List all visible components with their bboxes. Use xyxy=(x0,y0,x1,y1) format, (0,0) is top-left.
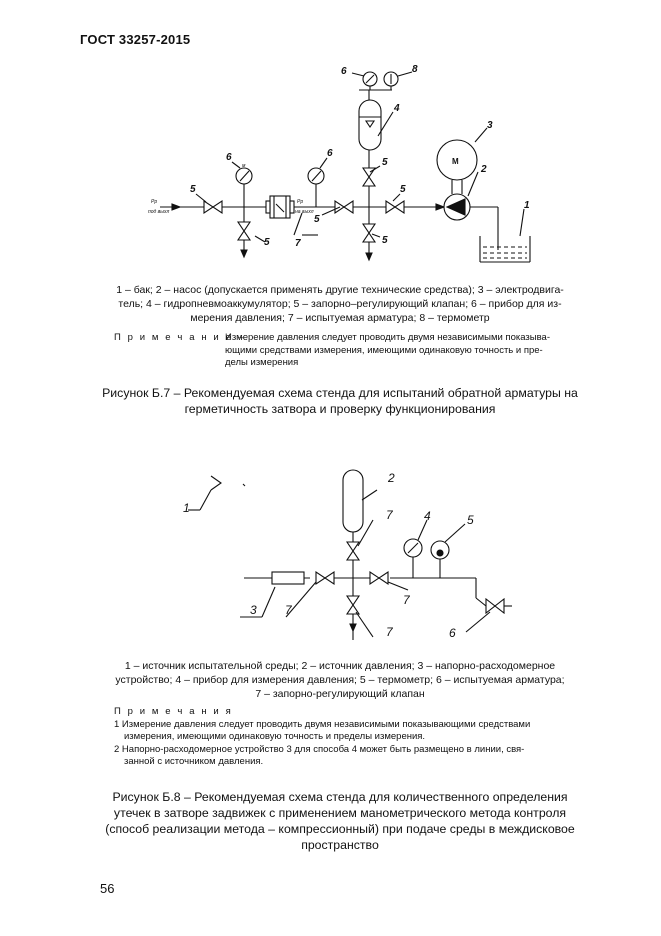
b7-callout-6-mid: 6 xyxy=(327,148,333,159)
b8-callout-6: 6 xyxy=(449,626,456,640)
caption-line: герметичность затвора и проверку функционирования xyxy=(184,402,496,416)
figure-b7-diagram xyxy=(140,58,550,268)
figure-b7-caption xyxy=(50,385,630,417)
b7-callout-5-right: 5 xyxy=(400,184,406,195)
document-header: ГОСТ 33257-2015 xyxy=(80,32,191,47)
b7-callout-5-drain: 5 xyxy=(264,237,270,248)
b7-callout-1: 1 xyxy=(524,200,530,211)
legend-line: устройство; 4 – прибор для измерения давления; 5 – термометр; 6 – испытуемая арматура; xyxy=(115,674,565,686)
notes-head: П р и м е ч а н и я xyxy=(114,706,233,717)
figure-b7-note-body xyxy=(225,332,615,370)
note-line: Измерение давления следует проводить двумя независимыми показыва- xyxy=(225,332,550,343)
b7-callout-3: 3 xyxy=(487,120,493,131)
caption-line: Рисунок Б.7 – Рекомендуемая схема стенда для испытаний обратной арматуры на xyxy=(102,386,578,400)
caption-line: утечек в затворе задвижек с применением манометрического метода контроля xyxy=(113,806,567,820)
pressure-in-label: Рр xyxy=(151,199,158,205)
pressure-mid-label: Рр xyxy=(297,199,304,205)
figure-b8-legend xyxy=(60,659,620,701)
motor-label: М xyxy=(452,157,459,166)
note-line: занной с источником давления. xyxy=(124,756,264,767)
b8-callout-2: 2 xyxy=(388,471,395,485)
b7-callout-4: 4 xyxy=(394,103,400,114)
figure-b8-caption xyxy=(50,789,630,853)
b8-callout-7-right: 7 xyxy=(403,593,410,607)
pressure-in-sublabel: под выхл xyxy=(148,209,170,215)
note-line: 1 Измерение давления следует проводить двумя независимыми показывающими средствами xyxy=(114,718,531,730)
b7-callout-7: 7 xyxy=(295,238,301,249)
legend-line: 7 – запорно-регулирующий клапан xyxy=(255,688,425,700)
b8-callout-5: 5 xyxy=(467,513,474,527)
b8-callout-1: 1 xyxy=(183,501,190,515)
b8-callout-7-bottom: 7 xyxy=(386,625,393,639)
b7-callout-8: 8 xyxy=(412,64,418,75)
legend-line: мерения давления; 7 – испытуемая арматура; 8 – термометр xyxy=(190,312,490,324)
caption-line: пространство xyxy=(301,838,379,852)
legend-line: тель; 4 – гидропневмоаккумулятор; 5 – запорно–регулирующий клапан; 6 – прибор для из- xyxy=(118,298,562,310)
b8-callout-4: 4 xyxy=(424,509,431,523)
b7-callout-2: 2 xyxy=(481,164,487,175)
note-line: ющими средствами измерения, имеющими одинаковую точность и пре- xyxy=(225,344,543,356)
note-line: делы измерения xyxy=(225,357,299,368)
note-line: измерения, имеющими одинаковую точность и пределы измерения. xyxy=(124,731,426,742)
figure-b8-diagram xyxy=(170,460,530,650)
gauge-mark-left: м xyxy=(242,163,246,169)
b8-callout-3: 3 xyxy=(250,603,257,617)
b8-callout-7-top: 7 xyxy=(386,508,393,522)
b7-callout-5-mid: 5 xyxy=(314,214,320,225)
b8-callout-7-left: 7 xyxy=(285,603,292,617)
b7-callout-5-left: 5 xyxy=(190,184,196,195)
figure-b7-note-head: П р и м е ч а н и е – xyxy=(114,332,246,343)
legend-line: 1 – источник испытательной среды; 2 – источник давления; 3 – напорно-расходомерное xyxy=(124,660,556,672)
note-line: 2 Напорно-расходомерное устройство 3 для способа 4 может быть размещено в линии, свя- xyxy=(114,743,525,755)
pressure-mid-sublabel: на выхл xyxy=(295,209,314,215)
figure-b8-notes xyxy=(114,706,624,769)
figure-b7-legend xyxy=(60,283,620,325)
b7-callout-5-riser: 5 xyxy=(382,157,388,168)
caption-line: (способ реализации метода – компрессионный) при подаче среды в междисковое xyxy=(105,822,575,836)
page-number: 56 xyxy=(100,881,115,896)
b7-callout-6-left: 6 xyxy=(226,152,232,163)
legend-line: 1 – бак; 2 – насос (допускается применять другие технические средства); 3 – электродвига- xyxy=(116,284,564,296)
b7-callout-5-bottom: 5 xyxy=(382,235,388,246)
caption-line: Рисунок Б.8 – Рекомендуемая схема стенда для количественного определения xyxy=(112,790,568,804)
b7-callout-6-top: 6 xyxy=(341,66,347,77)
